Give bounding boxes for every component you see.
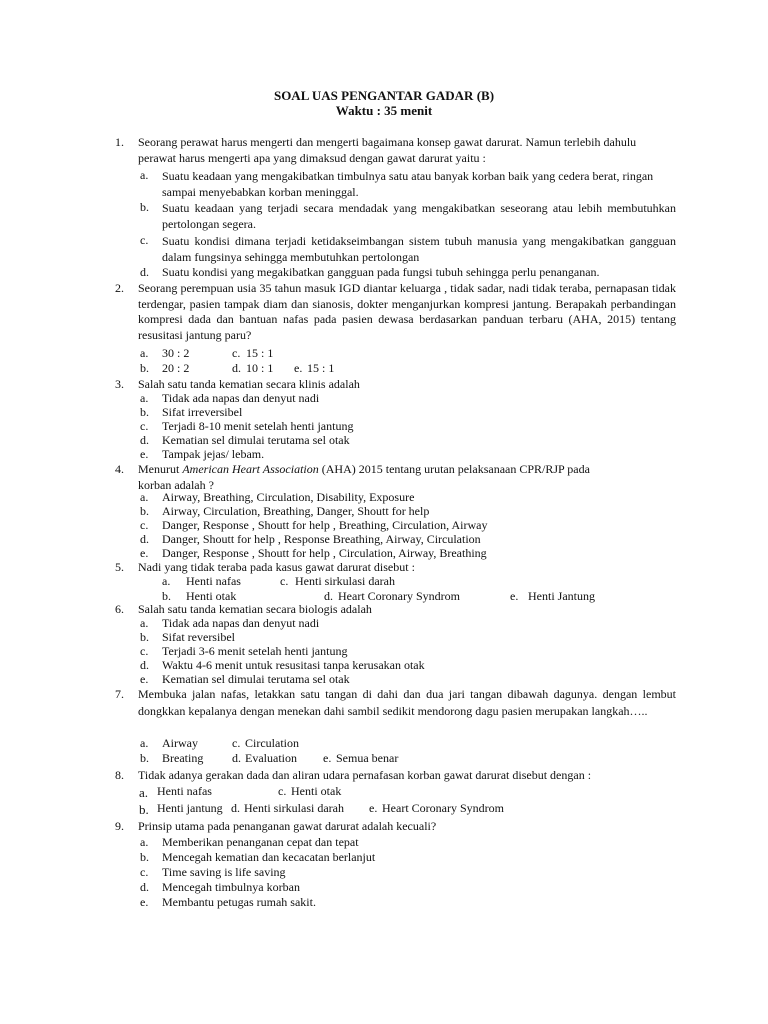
question-text: Seorang perawat harus mengerti dan mengerti bagaimana konsep gawat darurat. Namun terlebih dahulu perawat harus mengerti apa yang dimaksud dengan gawat darurat yaitu : — [138, 135, 637, 165]
option-text: Henti sirkulasi darah — [295, 574, 395, 588]
question-number: 9. — [115, 819, 124, 833]
option-label: a. — [140, 168, 149, 182]
option-label: d. — [232, 361, 241, 375]
option-text: Terjadi 3-6 menit setelah henti jantung — [162, 644, 348, 658]
option-label: c. — [278, 784, 287, 798]
option-label: a. — [162, 574, 171, 588]
option-label: c. — [140, 865, 149, 879]
option-label: b. — [140, 751, 149, 765]
option-text: Henti nafas — [186, 574, 241, 588]
option-text: Suatu kondisi dimana terjadi ketidakseimbangan sistem tubuh manusia yang mengakibatkan gangguan dalam fungsinya sehingga membutuhkan pertolongan — [162, 234, 676, 264]
option-text: Danger, Shoutt for help , Response Breathing, Airway, Circulation — [162, 532, 481, 546]
option-text: Henti otak — [186, 589, 237, 603]
question-text: Salah satu tanda kematian secara biologis adalah — [138, 602, 372, 616]
option-label: d. — [232, 751, 241, 765]
option-text: Waktu 4-6 menit untuk resusitasi tanpa kerusakan otak — [162, 658, 425, 672]
option-label: d. — [140, 265, 149, 279]
option-text: 10 : 1 — [246, 361, 274, 375]
option-label: b. — [140, 361, 149, 375]
option-text: Circulation — [245, 736, 299, 750]
option-label: b. — [162, 589, 171, 603]
question-text: Menurut American Heart Association (AHA) 2015 tentang urutan pelaksanaan CPR/RJP pada korban adalah ? — [138, 462, 590, 492]
option-text: Airway — [162, 736, 198, 750]
option-text: Semua benar — [336, 751, 399, 765]
option-label: a. — [140, 391, 149, 405]
option-label: a. — [140, 835, 149, 849]
option-text: Memberikan penanganan cepat dan tepat — [162, 835, 359, 849]
option-text: 15 : 1 — [246, 346, 274, 360]
option-text: Mencegah kematian dan kecacatan berlanjut — [162, 850, 376, 864]
question-text: Membuka jalan nafas, letakkan satu tangan di dahi dan dua jari tangan dibawah dagunya. dengan lembut dongkkan kepalanya dengan menekan dahi sambil sedikit mendorong dagu pasien merupakan langkah….. — [138, 687, 676, 718]
question-text: Nadi yang tidak teraba pada kasus gawat darurat disebut : — [138, 560, 415, 574]
option-label: c. — [140, 644, 149, 658]
option-label: d. — [140, 532, 149, 546]
option-text: Evaluation — [245, 751, 297, 765]
option-label: c. — [140, 518, 149, 532]
question-number: 1. — [115, 135, 124, 149]
option-label: d. — [231, 801, 240, 815]
option-label: e. — [140, 546, 149, 560]
option-label: b. — [139, 802, 149, 817]
option-label: d. — [324, 589, 333, 603]
option-text: Time saving is life saving — [162, 865, 286, 879]
option-label: b. — [140, 200, 149, 214]
option-label: d. — [140, 880, 149, 894]
option-label: e. — [140, 447, 149, 461]
option-text: Terjadi 8-10 menit setelah henti jantung — [162, 419, 354, 433]
option-text: Suatu keadaan yang terjadi secara mendadak yang mengakibatkan seseorang atau lebih membutuhkan pertolongan segera. — [162, 201, 676, 231]
option-label: c. — [280, 574, 289, 588]
option-text: Heart Coronary Syndrom — [338, 589, 460, 603]
option-label: e. — [140, 672, 149, 686]
option-label: d. — [140, 658, 149, 672]
option-label: b. — [140, 405, 149, 419]
question-text: Seorang perempuan usia 35 tahun masuk IGD diantar keluarga , tidak sadar, nadi tidak teraba, pernapasan tidak terdengar, pasien tampak diam dan sianosis, dokter menganjurkan kompresi jantung. Berapakah perbandingan kompresi dada dan bantuan nafas pada pasien dewasa berdasarkan panduan terbaru (AHA, 2015) tentang resusitasi jantung paru? — [138, 281, 676, 342]
question-number: 5. — [115, 560, 124, 574]
option-text: Henti jantung — [157, 801, 223, 815]
question-number: 8. — [115, 768, 124, 782]
option-label: e. — [323, 751, 332, 765]
option-text: Membantu petugas rumah sakit. — [162, 895, 316, 909]
option-text: Henti otak — [291, 784, 342, 798]
option-text: Airway, Breathing, Circulation, Disability, Exposure — [162, 490, 415, 504]
option-label: e. — [369, 801, 378, 815]
option-label: c. — [232, 736, 241, 750]
option-label: c. — [140, 233, 149, 247]
question-text: Tidak adanya gerakan dada dan aliran udara pernafasan korban gawat darurat disebut dengan : — [138, 768, 592, 782]
option-text: Kematian sel dimulai terutama sel otak — [162, 672, 350, 686]
exam-duration: Waktu : 35 menit — [335, 103, 433, 118]
option-text: Danger, Response , Shoutt for help , Circulation, Airway, Breathing — [162, 546, 487, 560]
option-text: Breating — [162, 751, 204, 765]
option-text: Heart Coronary Syndrom — [382, 801, 504, 815]
option-text: 30 : 2 — [162, 346, 190, 360]
option-text: Tidak ada napas dan denyut nadi — [162, 391, 320, 405]
option-label: a. — [140, 346, 149, 360]
option-text: Henti sirkulasi darah — [244, 801, 344, 815]
option-label: c. — [232, 346, 241, 360]
option-text: Henti nafas — [157, 784, 212, 798]
option-text: Tampak jejas/ lebam. — [162, 447, 265, 461]
option-text: Suatu kondisi yang megakibatkan gangguan pada fungsi tubuh sehingga perlu penanganan. — [162, 265, 600, 279]
option-label: b. — [140, 850, 149, 864]
option-label: b. — [140, 504, 149, 518]
option-label: e. — [510, 589, 519, 603]
question-text: Salah satu tanda kematian secara klinis adalah — [138, 377, 360, 391]
question-number: 7. — [115, 687, 124, 701]
option-text: Mencegah timbulnya korban — [162, 880, 300, 894]
exam-title: SOAL UAS PENGANTAR GADAR (B) — [273, 88, 495, 103]
option-label: b. — [140, 630, 149, 644]
option-label: a. — [140, 736, 149, 750]
option-text: Suatu keadaan yang mengakibatkan timbulnya satu atau banyak korban baik yang cedera berat, ringan sampai menyebabkan korban meninggal. — [162, 169, 654, 199]
option-text: Danger, Response , Shoutt for help , Breathing, Circulation, Airway — [162, 518, 488, 532]
option-text: Henti Jantung — [528, 589, 595, 603]
option-text: Airway, Circulation, Breathing, Danger, Shoutt for help — [162, 504, 430, 518]
option-text: Sifat irreversibel — [162, 405, 243, 419]
option-label: e. — [294, 361, 303, 375]
option-label: a. — [140, 490, 149, 504]
option-label: a. — [140, 616, 149, 630]
option-text: Kematian sel dimulai terutama sel otak — [162, 433, 350, 447]
option-text: Sifat reversibel — [162, 630, 235, 644]
question-number: 4. — [115, 462, 124, 476]
option-label: a. — [139, 785, 149, 800]
option-label: d. — [140, 433, 149, 447]
question-number: 6. — [115, 602, 124, 616]
question-number: 2. — [115, 281, 124, 295]
option-label: c. — [140, 419, 149, 433]
option-text: 15 : 1 — [307, 361, 335, 375]
question-number: 3. — [115, 377, 124, 391]
option-text: 20 : 2 — [162, 361, 190, 375]
option-text: Tidak ada napas dan denyut nadi — [162, 616, 320, 630]
option-label: e. — [140, 895, 149, 909]
question-text: Prinsip utama pada penanganan gawat darurat adalah kecuali? — [138, 819, 437, 833]
